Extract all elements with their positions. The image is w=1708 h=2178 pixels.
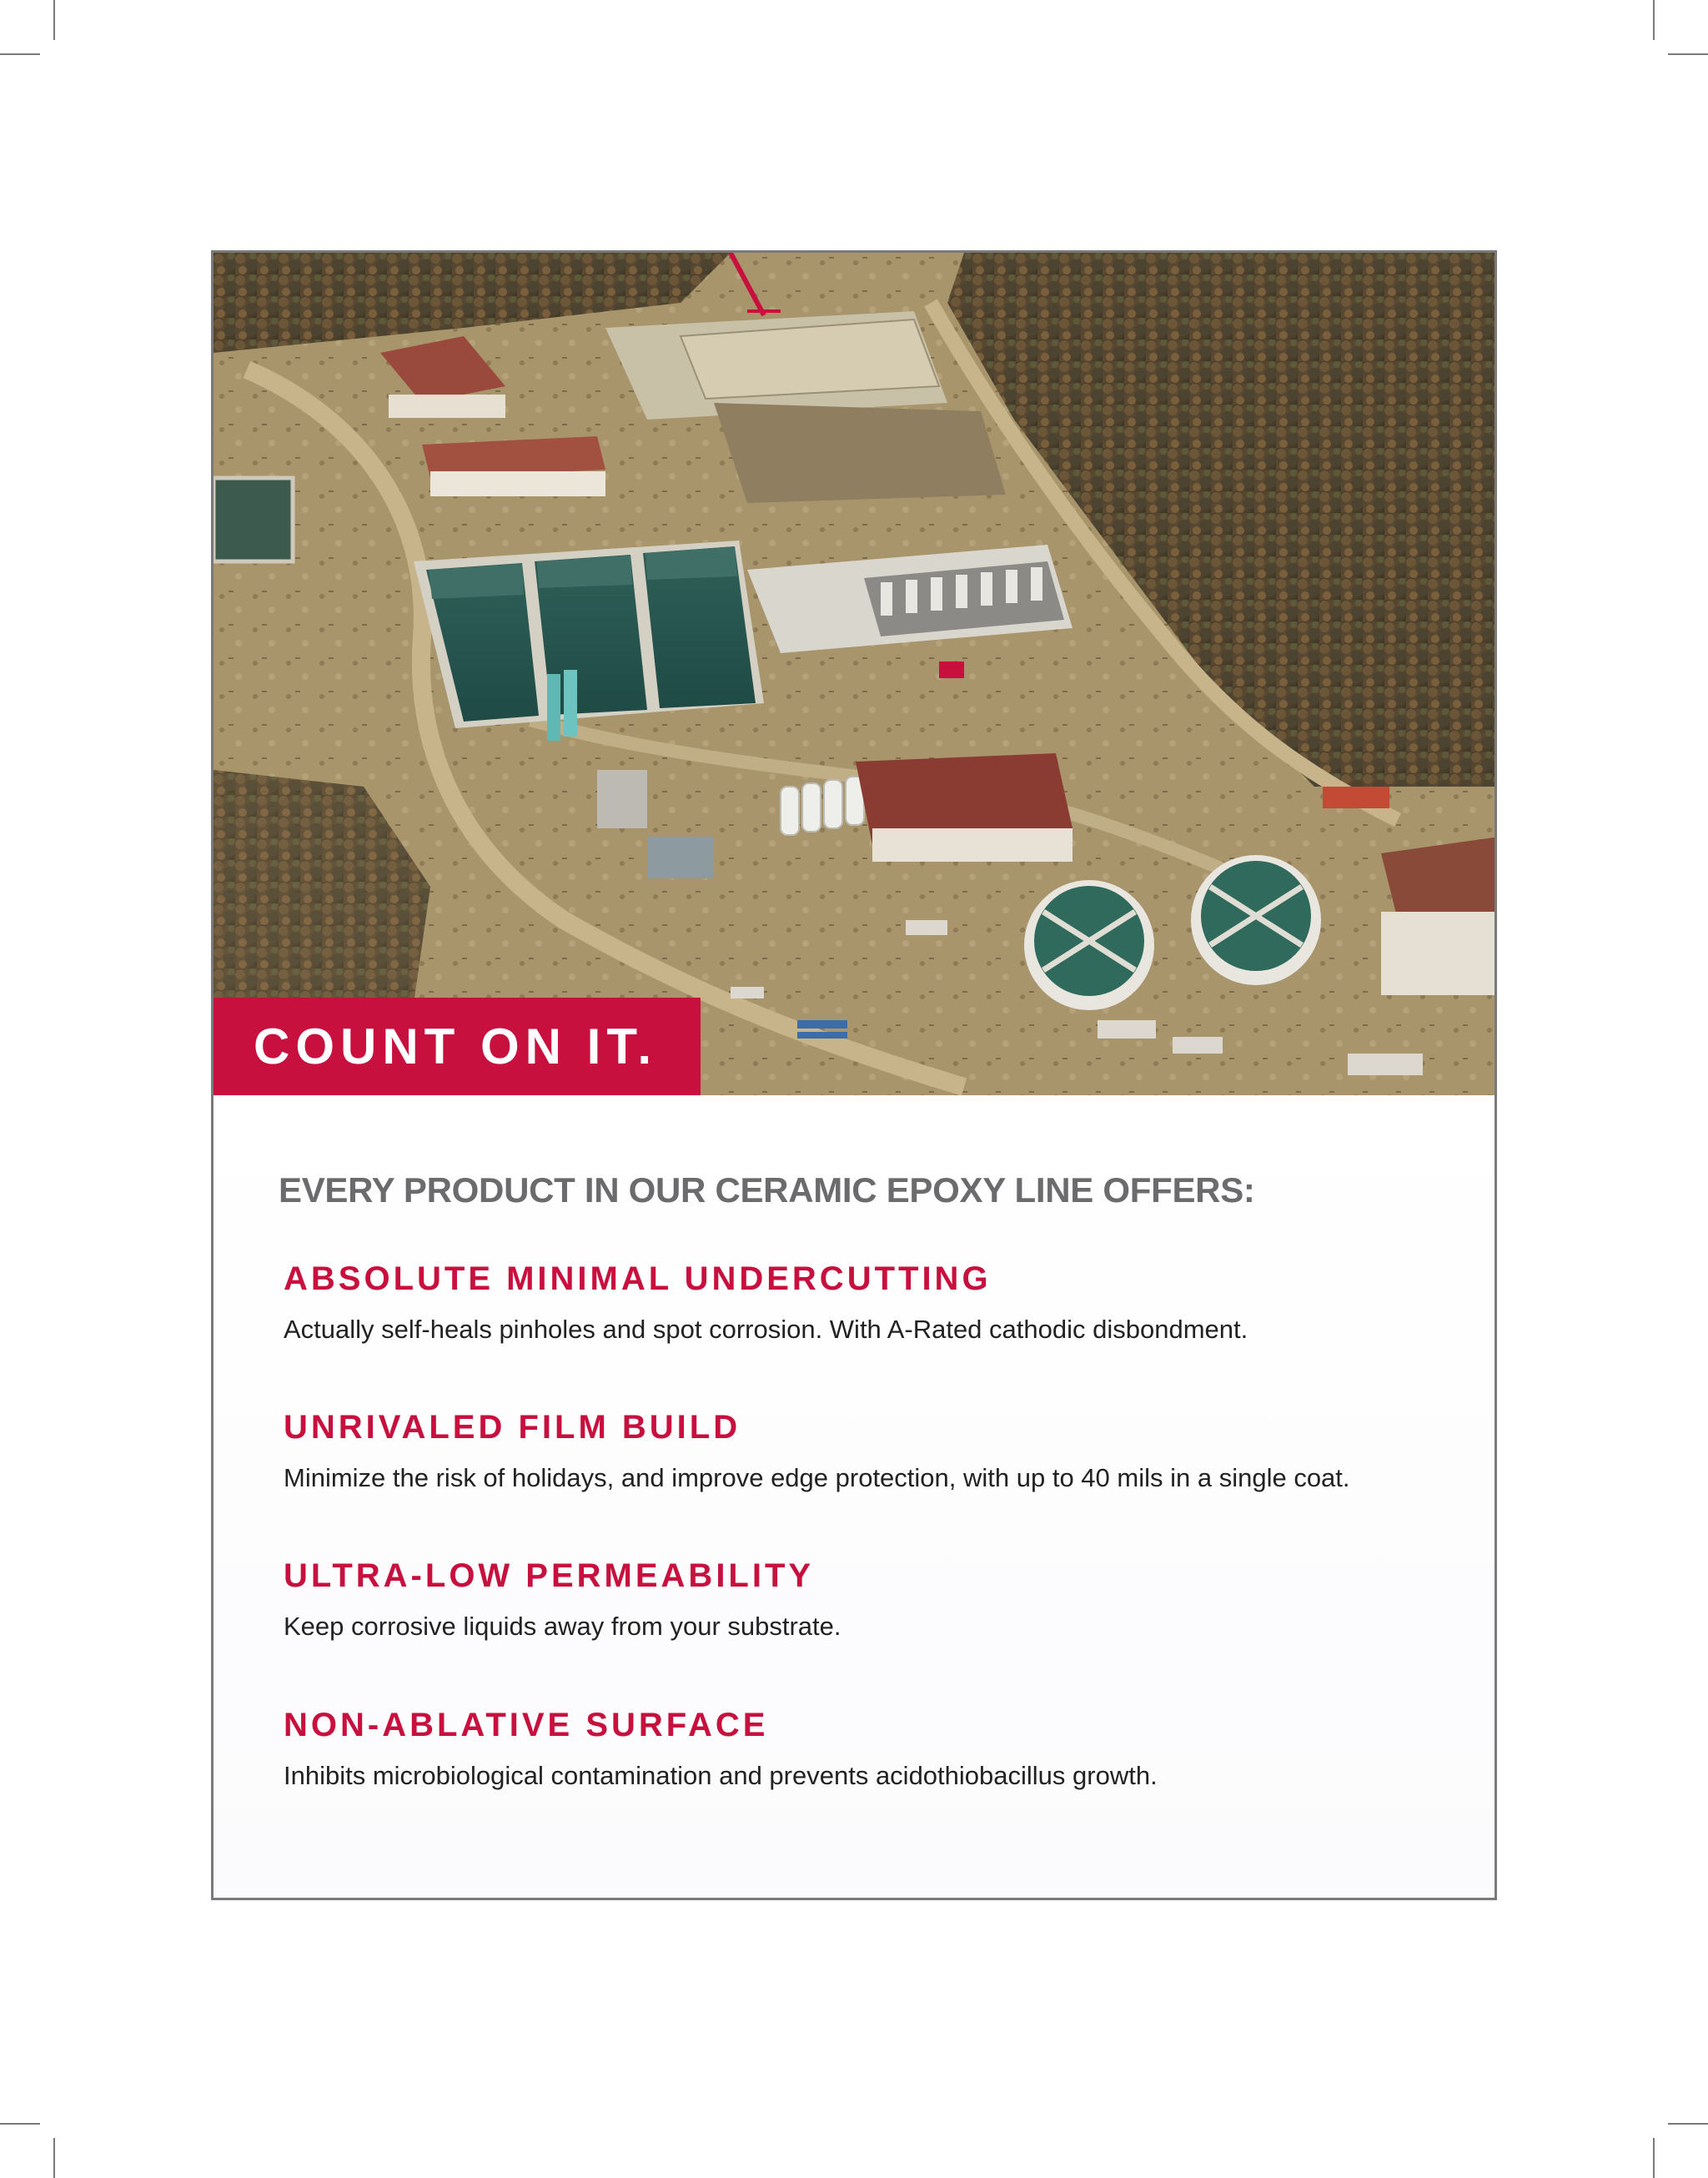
crop-mark [0,53,40,55]
feature-item [284,1556,1468,1642]
tagline-text: COUNT ON IT. [254,1019,657,1074]
feature-description: Inhibits microbiological contamination and prevents acidothiobacillus growth. [284,1761,1158,1790]
features-section [214,1095,1494,1898]
feature-item [284,1259,1468,1346]
crop-mark [1653,0,1655,40]
crop-mark [53,0,55,40]
feature-title: UNRIVALED FILM BUILD [284,1409,741,1446]
feature-title: ULTRA-LOW PERMEABILITY [284,1557,815,1594]
tagline-banner [214,998,701,1095]
feature-title: ABSOLUTE MINIMAL UNDERCUTTING [284,1260,992,1297]
crop-mark [1653,2138,1655,2178]
feature-item [284,1705,1468,1792]
content-panel [211,250,1497,1900]
feature-title: NON-ABLATIVE SURFACE [284,1707,769,1743]
aerial-photo-water-treatment-plant [214,253,1497,1095]
aerial-photo-illustration [214,253,1497,1095]
crop-mark [1668,2123,1708,2125]
feature-item [284,1407,1468,1494]
feature-description: Minimize the risk of holidays, and improve edge protection, with up to 40 mils in a single coat. [284,1463,1350,1492]
crop-mark [0,2123,40,2125]
section-heading: EVERY PRODUCT IN OUR CERAMIC EPOXY LINE OFFERS: [279,1170,1255,1210]
crop-mark [1668,53,1708,55]
crop-mark [53,2138,55,2178]
feature-description: Keep corrosive liquids away from your substrate. [284,1612,841,1641]
feature-description: Actually self-heals pinholes and spot corrosion. With A-Rated cathodic disbondment. [284,1315,1248,1344]
